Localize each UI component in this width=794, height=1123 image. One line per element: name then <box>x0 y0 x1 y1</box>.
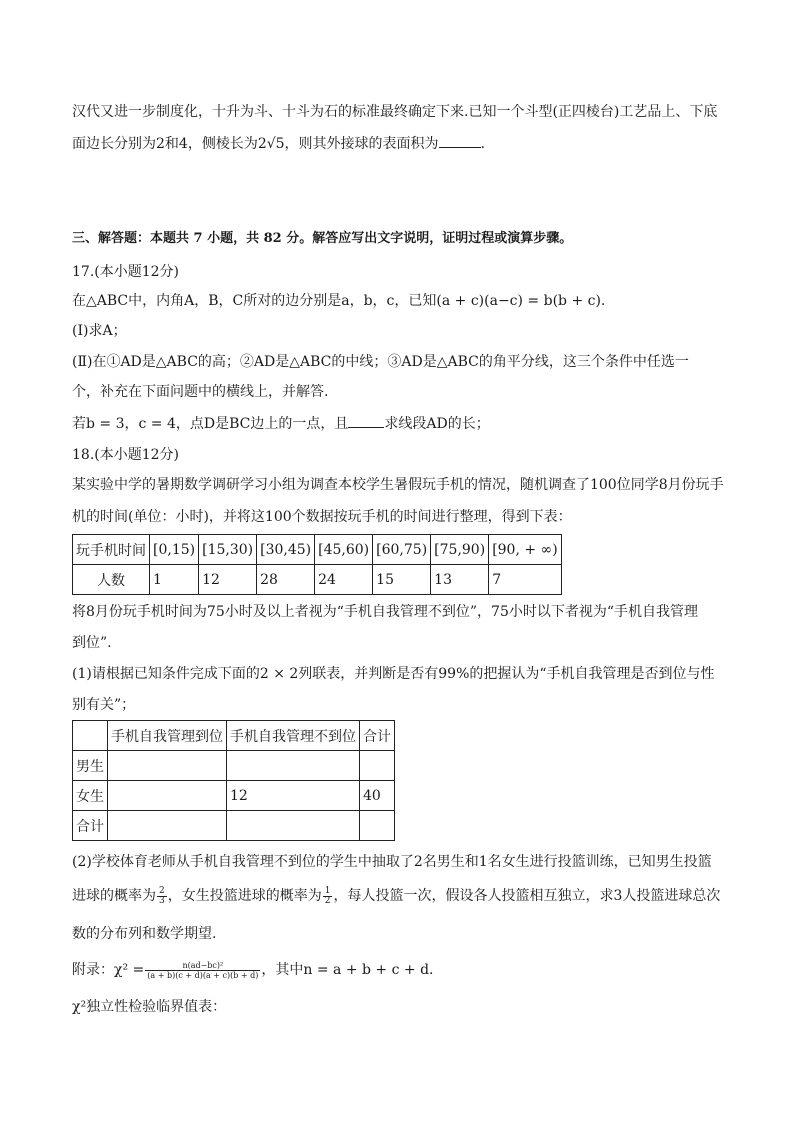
chi-square-formula <box>145 961 260 980</box>
table-cell[interactable] <box>360 751 395 781</box>
q17-line-2: (Ⅰ)求A； <box>72 323 127 339</box>
q17-text: 若b = 3，c = 4，点D是BC边上的一点，且 <box>72 416 349 432</box>
formula-numerator: n(ad−bc)² <box>145 961 260 971</box>
table-cell: 手机自我管理不到位 <box>227 721 360 751</box>
q16-end: . <box>480 136 486 152</box>
table-cell[interactable] <box>108 751 227 781</box>
q18-text: ，每人投篮一次，假设各人投篮相互独立，求3人投篮进球总次 <box>333 888 721 904</box>
table-cell: 1 <box>150 565 199 595</box>
table-cell: 28 <box>257 565 315 595</box>
table-cell <box>73 721 108 751</box>
q18-text: ，女生投篮进球的概率为 <box>167 888 322 904</box>
appendix-formula-line <box>72 960 434 980</box>
table-cell[interactable] <box>108 811 227 841</box>
table-cell: [90, + ∞) <box>489 535 561 565</box>
table-cell: 男生 <box>73 751 108 781</box>
q18-line-4: 到位”. <box>72 635 112 651</box>
table-cell: [15,30) <box>199 535 257 565</box>
table-row <box>73 721 395 751</box>
table-cell: 合计 <box>360 721 395 751</box>
table-cell: 12 <box>227 781 360 811</box>
condition-blank[interactable] <box>348 415 384 428</box>
female-probability-fraction <box>323 887 333 906</box>
table-cell[interactable] <box>108 781 227 811</box>
q17-line-1: 在△ABC中，内角A，B，C所对的边分别是a，b，c，已知(a + c)(a−c) = b(b + c). <box>72 293 606 309</box>
male-probability-fraction <box>157 887 167 906</box>
table-cell: 7 <box>489 565 561 595</box>
table-row <box>73 781 395 811</box>
table-cell: 15 <box>373 565 431 595</box>
table-cell[interactable] <box>360 811 395 841</box>
q18-heading: 18.(本小题12分) <box>72 447 180 463</box>
q18-line-9: 数的分布列和数学期望. <box>72 926 217 942</box>
table-cell: 女生 <box>73 781 108 811</box>
table-cell: [30,45) <box>257 535 315 565</box>
q18-line-5: (1)请根据已知条件完成下面的2 × 2列联表，并判断是否有99%的把握认为“手机自我管理是否到位与性 <box>72 666 715 682</box>
table-cell: 合计 <box>73 811 108 841</box>
q18-line-3: 将8月份玩手机时间为75小时及以上者视为“手机自我管理不到位”，75小时以下者视为“手机自我管理 <box>72 604 699 620</box>
table-cell: 13 <box>431 565 489 595</box>
q16-line-2 <box>72 134 485 154</box>
q17-line-4: 个，补充在下面问题中的横线上，并解答. <box>72 384 329 400</box>
q17-heading: 17.(本小题12分) <box>72 264 180 280</box>
q17-line-3: (Ⅱ)在①AD是△ABC的高；②AD是△ABC的中线；③AD是△ABC的角平分线，这三个条件中任选一 <box>72 354 689 370</box>
phone-time-table <box>72 534 562 595</box>
table-cell: 24 <box>315 565 373 595</box>
table-cell: 12 <box>199 565 257 595</box>
q17-text-end: 求线段AD的长； <box>384 416 490 432</box>
fraction-denominator: 3 <box>159 895 165 906</box>
critical-value-caption: χ²独立性检验临界值表： <box>72 999 227 1015</box>
table-cell: 手机自我管理到位 <box>108 721 227 751</box>
table-cell: [75,90) <box>431 535 489 565</box>
q18-line-7: (2)学校体育老师从手机自我管理不到位的学生中抽取了2名男生和1名女生进行投篮训练，已知男生投篮 <box>72 854 712 870</box>
fraction-numerator: 2 <box>159 885 165 896</box>
q18-line-6: 别有关”； <box>72 697 136 713</box>
table-cell: [60,75) <box>373 535 431 565</box>
table-cell: 玩手机时间 <box>73 535 150 565</box>
q18-line-2: 机的时间(单位：小时)，并将这100个数据按玩手机的时间进行整理，得到下表： <box>72 509 572 525</box>
table-row <box>73 535 562 565</box>
table-cell[interactable] <box>227 751 360 781</box>
q18-line-8 <box>72 886 720 906</box>
table-cell: [0,15) <box>150 535 199 565</box>
table-row <box>73 811 395 841</box>
contingency-table <box>72 720 395 841</box>
table-cell: 40 <box>360 781 395 811</box>
table-cell: 人数 <box>73 565 150 595</box>
answer-blank[interactable] <box>439 135 481 148</box>
appendix-label: 附录：χ² = <box>72 962 145 978</box>
q18-text: 进球的概率为 <box>72 888 156 904</box>
fraction-numerator: 1 <box>324 885 331 896</box>
q16-line-1: 汉代又进一步制度化，十升为斗、十斗为石的标准最终确定下来.已知一个斗型(正四棱台)工艺品上、下底 <box>72 104 718 120</box>
table-row <box>73 751 395 781</box>
table-cell: [45,60) <box>315 535 373 565</box>
table-row <box>73 565 562 595</box>
q17-line-5 <box>72 414 490 434</box>
formula-denominator: (a + b)(c + d)(a + c)(b + d) <box>147 970 259 980</box>
section-3-heading: 三、解答题：本题共 7 小题，共 82 分。解答应写出文字说明，证明过程或演算步骤。 <box>72 231 573 246</box>
fraction-denominator: 2 <box>324 895 331 906</box>
q16-text: 面边长分别为2和4，侧棱长为2√5，则其外接球的表面积为 <box>72 136 439 152</box>
appendix-text: ，其中n = a + b + c + d. <box>261 962 434 978</box>
q18-line-1: 某实验中学的暑期数学调研学习小组为调查本校学生暑假玩手机的情况，随机调查了100位同学8月份玩手 <box>72 477 724 493</box>
table-cell[interactable] <box>227 811 360 841</box>
